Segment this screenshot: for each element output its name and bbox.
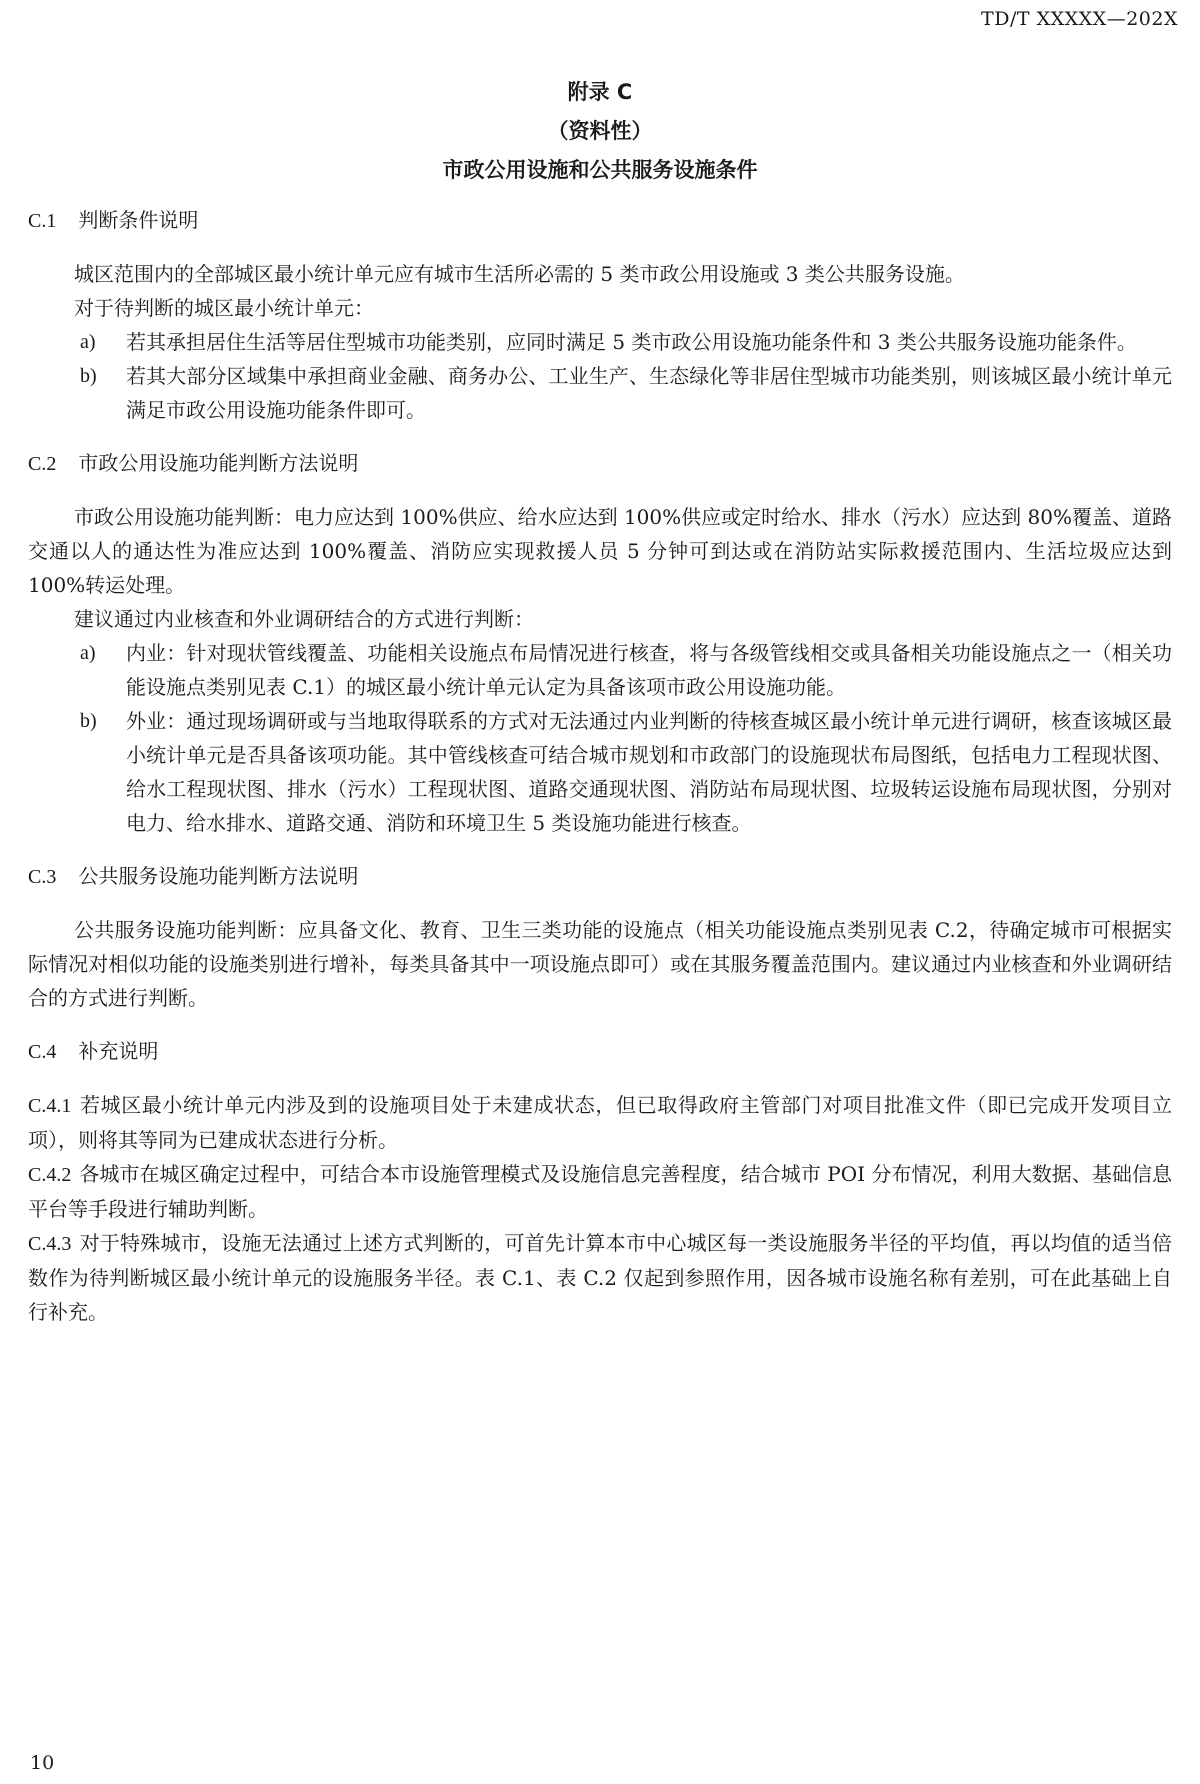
- section-c4-title: 补充说明: [78, 1039, 159, 1063]
- page-number: 10: [30, 1752, 55, 1774]
- section-c2-number: C.2: [28, 453, 57, 475]
- section-c2-title: 市政公用设施功能判断方法说明: [78, 451, 359, 475]
- subclause-c4-1: [28, 1088, 1172, 1157]
- subclause-text: 对于特殊城市，设施无法通过上述方式判断的，可首先计算本市中心城区每一类设施服务半径的平均值，再以均值的适当倍数作为待判断城区最小统计单元的设施服务半径。表 C.1、表 C.2 仅起到参照作用，因各城市设施名称有差别，可在此基础上自行补充。: [28, 1231, 1172, 1324]
- section-c1-heading: [28, 206, 1172, 235]
- subclause-number: C.4.3: [28, 1233, 72, 1255]
- section-c2-paragraph-2: 建议通过内业核查和外业调研结合的方式进行判断：: [74, 607, 534, 631]
- section-c3-paragraph-1: 公共服务设施功能判断：应具备文化、教育、卫生三类功能的设施点（相关功能设施点类别见表 C.2，待确定城市可根据实际情况对相似功能的设施类别进行增补，每类具备其中一项设施点即可）或在其服务覆盖范围内。建议通过内业核查和外业调研结合的方式进行判断。: [28, 918, 1172, 1010]
- standard-code: TD/T XXXXX—202X: [981, 8, 1178, 30]
- appendix-title: 附录 C: [567, 80, 633, 104]
- list-item-text: 内业：针对现状管线覆盖、功能相关设施点布局情况进行核查，将与各级管线相交或具备相关功能设施点之一（相关功能设施点类别见表 C.1）的城区最小统计单元认定为具备该项市政公用设施功能。: [126, 641, 1172, 699]
- subclause-c4-3: [28, 1226, 1172, 1329]
- list-marker: b): [80, 365, 97, 387]
- appendix-main-title: 市政公用设施和公共服务设施条件: [442, 158, 758, 182]
- subclause-text: 若城区最小统计单元内涉及到的设施项目处于未建成状态，但已取得政府主管部门对项目批准文件（即已完成开发项目立项），则将其等同为已建成状态进行分析。: [28, 1093, 1172, 1152]
- section-c3-number: C.3: [28, 866, 57, 888]
- subclause-c4-2: [28, 1157, 1172, 1226]
- subclause-text: 各城市在城区确定过程中，可结合本市设施管理模式及设施信息完善程度，结合城市 POI 分布情况，利用大数据、基础信息平台等手段进行辅助判断。: [28, 1162, 1172, 1221]
- section-c2-paragraph-1: 市政公用设施功能判断：电力应达到 100%供应、给水应达到 100%供应或定时给水、排水（污水）应达到 80%覆盖、道路交通以人的通达性为准应达到 100%覆盖、消防应实现救援人员 5 分钟可到达或在消防站实际救援范围内、生活垃圾应达到 100%转运处理。: [28, 505, 1172, 597]
- subclause-number: C.4.1: [28, 1095, 72, 1117]
- section-c2-list-item-b: [28, 704, 1172, 840]
- list-marker: b): [80, 710, 97, 732]
- list-marker: a): [80, 331, 96, 353]
- section-c1-title: 判断条件说明: [78, 208, 199, 232]
- subclause-number: C.4.2: [28, 1164, 72, 1186]
- section-c1-list-item-b: [28, 359, 1172, 427]
- list-item-text: 若其承担居住生活等居住型城市功能类别，应同时满足 5 类市政公用设施功能条件和 3 类公共服务设施功能条件。: [126, 330, 1137, 354]
- section-c3-heading: [28, 862, 1172, 891]
- section-c1-paragraph-2: 对于待判断的城区最小统计单元：: [74, 296, 374, 320]
- section-c1-paragraph-1: 城区范围内的全部城区最小统计单元应有城市生活所必需的 5 类市政公用设施或 3 类公共服务设施。: [74, 262, 965, 286]
- list-item-text: 若其大部分区域集中承担商业金融、商务办公、工业生产、生态绿化等非居住型城市功能类别，则该城区最小统计单元满足市政公用设施功能条件即可。: [126, 364, 1172, 422]
- section-c1-list-item-a: [28, 325, 1172, 359]
- section-c2-heading: [28, 449, 1172, 478]
- section-c1-number: C.1: [28, 210, 57, 232]
- list-marker: a): [80, 642, 96, 664]
- section-c4-heading: [28, 1037, 1172, 1066]
- section-c4-number: C.4: [28, 1041, 57, 1063]
- list-item-text: 外业：通过现场调研或与当地取得联系的方式对无法通过内业判断的待核查城区最小统计单元进行调研，核查该城区最小统计单元是否具备该项功能。其中管线核查可结合城市规划和市政部门的设施现状布局图纸，包括电力工程现状图、给水工程现状图、排水（污水）工程现状图、道路交通现状图、消防站布局现状图、垃圾转运设施布局现状图，分别对电力、给水排水、道路交通、消防和环境卫生 5 类设施功能进行核查。: [126, 709, 1172, 835]
- document-body: [28, 78, 1172, 1329]
- appendix-nature: （资料性）: [547, 119, 653, 143]
- section-c3-title: 公共服务设施功能判断方法说明: [78, 864, 359, 888]
- section-c2-list-item-a: [28, 636, 1172, 704]
